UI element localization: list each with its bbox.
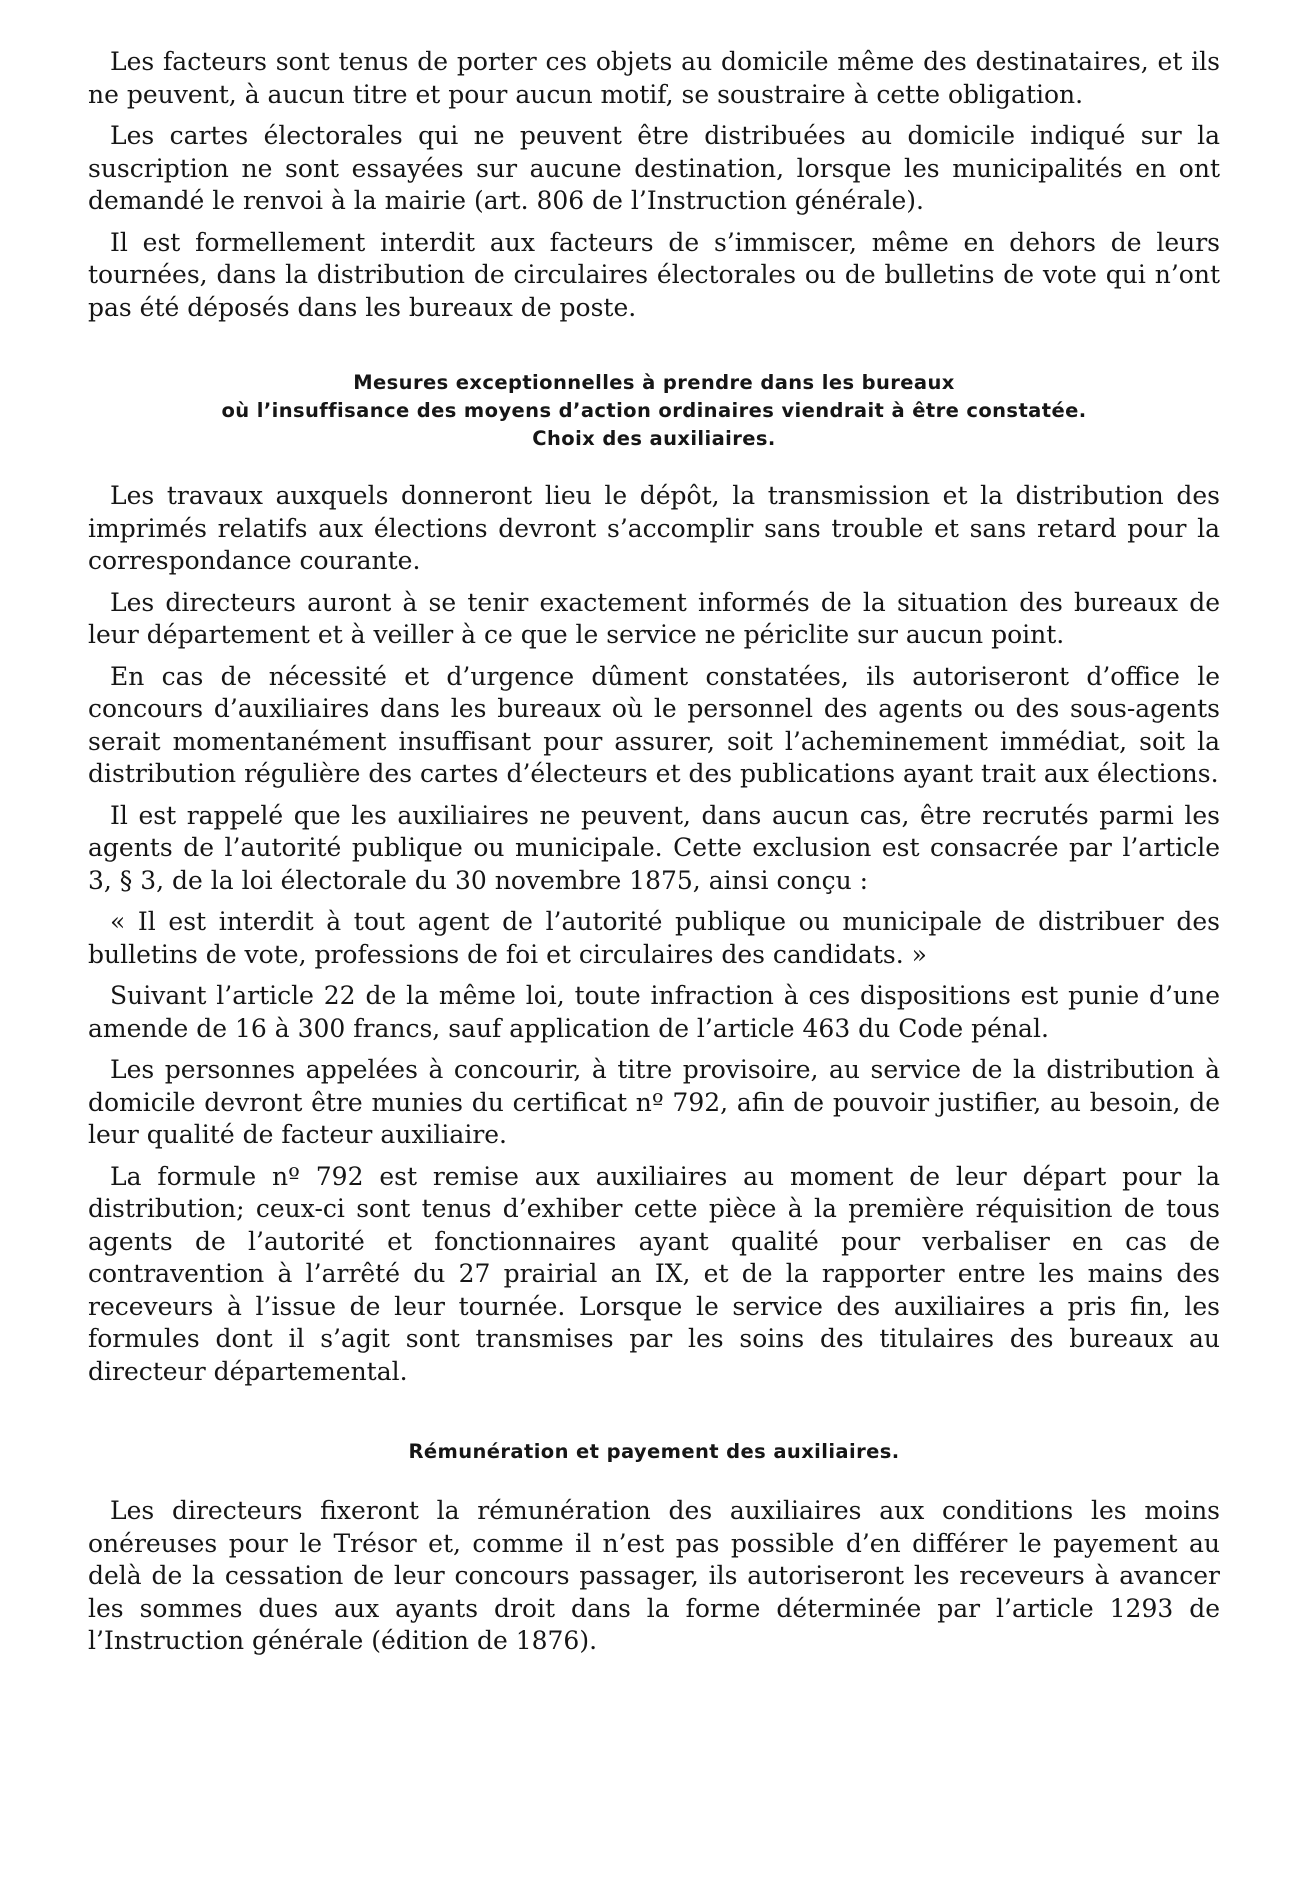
section-heading: Rémunération et payement des auxiliaires.	[408, 1440, 900, 1463]
section-mesures-exceptionnelles	[88, 369, 1220, 1388]
paragraph: Les cartes électorales qui ne peuvent être distribuées au domicile indiqué sur la suscription ne sont essayées sur aucune destination, lorsque les municipalités en ont demandé le renvoi à la mairie (art. 806 de l’Instruction générale).	[88, 121, 1220, 215]
paragraph: Les directeurs auront à se tenir exactement informés de la situation des bureaux de leur département et à veiller à ce que le service ne périclite sur aucun point.	[88, 587, 1220, 649]
quoted-law-paragraph: « Il est interdit à tout agent de l’autorité publique ou municipale de distribuer des bulletins de vote, professions de foi et circulaires des candidats. »	[88, 907, 1220, 969]
paragraph: Il est rappelé que les auxiliaires ne peuvent, dans aucun cas, être recrutés parmi les agents de l’autorité publique ou municipale. Cette exclusion est consacrée par l’article 3, § 3, de la loi électorale du 30 novembre 1875, ainsi conçu :	[88, 800, 1220, 895]
paragraph: En cas de nécessité et d’urgence dûment constatées, ils autoriseront d’office le concours d’auxiliaires dans les bureaux où le personnel des agents ou des sous-agents serait momentanément insuffisant pour assurer, soit l’acheminement immédiat, soit la distribution régulière des cartes d’électeurs et des publications ayant trait aux élections.	[88, 661, 1220, 788]
section-facteurs-obligations	[88, 46, 1220, 324]
heading-line: Mesures exceptionnelles à prendre dans les bureaux	[353, 371, 955, 394]
paragraph: Les personnes appelées à concourir, à titre provisoire, au service de la distribution à domicile devront être munies du certificat nº 792, afin de pouvoir justifier, au besoin, de leur qualité de facteur auxiliaire.	[88, 1055, 1220, 1149]
heading-line: où l’insuffisance des moyens d’action ordinaires viendrait à être constatée.	[221, 399, 1087, 422]
paragraph: La formule nº 792 est remise aux auxiliaires au moment de leur départ pour la distribution; ceux-ci sont tenus d’exhiber cette pièce à la première réquisition de tous agents de l’autorité et fonctionnaires ayant qualité pour verbaliser en cas de contravention à l’arrêté du 27 prairial an IX, et de la rapporter entre les mains des receveurs à l’issue de leur tournée. Lorsque le service des auxiliaires a pris fin, les formules dont il s’agit sont transmises par les soins des titulaires des bureaux au directeur départemental.	[88, 1161, 1220, 1386]
section-remuneration	[88, 1438, 1220, 1658]
paragraph: Il est formellement interdit aux facteurs de s’immiscer, même en dehors de leurs tournées, dans la distribution de circulaires électorales ou de bulletins de vote qui n’ont pas été déposés dans les bureaux de poste.	[88, 227, 1220, 322]
paragraph: Les facteurs sont tenus de porter ces objets au domicile même des destinataires, et ils ne peuvent, à aucun titre et pour aucun motif, se soustraire à cette obligation.	[88, 47, 1220, 109]
paragraph: Les travaux auxquels donneront lieu le dépôt, la transmission et la distribution des imprimés relatifs aux élections devront s’accomplir sans trouble et sans retard pour la correspondance courante.	[88, 481, 1220, 575]
paragraph: Suivant l’article 22 de la même loi, toute infraction à ces dispositions est punie d’une amende de 16 à 300 francs, sauf application de l’article 463 du Code pénal.	[88, 981, 1220, 1043]
section-heading	[88, 369, 1220, 453]
heading-line: Choix des auxiliaires.	[532, 427, 776, 450]
paragraph: Les directeurs fixeront la rémunération des auxiliaires aux conditions les moins onéreuses pour le Trésor et, comme il n’est pas possible d’en différer le payement au delà de la cessation de leur concours passager, ils autoriseront les receveurs à avancer les sommes dues aux ayants droit dans la forme déterminée par l’article 1293 de l’Instruction générale (édition de 1876).	[88, 1496, 1220, 1655]
